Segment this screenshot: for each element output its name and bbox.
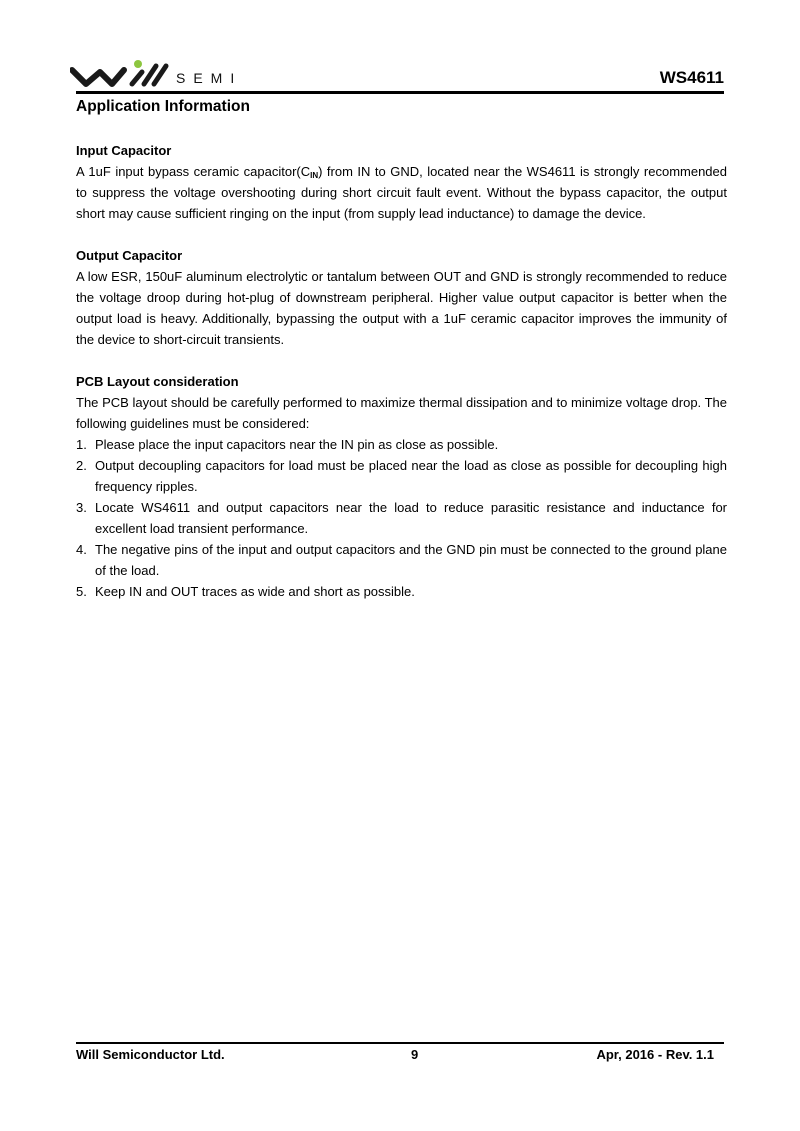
logo-dot (134, 60, 142, 68)
section-title: Output Capacitor (76, 248, 183, 263)
list-item (76, 539, 727, 581)
section-title: PCB Layout consideration (76, 374, 239, 389)
logo-text: SEMI (176, 70, 243, 86)
section-paragraph: A low ESR, 150uF aluminum electrolytic or tantalum between OUT and GND is strongly recommended to reduce the voltage droop during hot-plug of downstream peripheral. Higher value output capacitor is better when the output load is heavy. Additionally, bypassing the output with a 1uF ceramic capacitor improves the immunity of the device to short-circuit transients. (76, 269, 727, 347)
list-item-number: 2. (76, 458, 87, 473)
section-pcb-layout (76, 371, 727, 602)
document-id: WS4611 (659, 68, 724, 87)
list-item-number: 5. (76, 584, 87, 599)
page-number: 9 (411, 1047, 419, 1062)
list-item (76, 497, 727, 539)
paragraph-text-end: ) from IN to GND, located near the WS4611 is strongly recommended to suppress the voltage overshooting during short circuit fault event. Without the bypass capacitor, the output short may cause sufficient ringing on the input (from supply lead inductance) to damage the device. (76, 164, 727, 221)
section-input-capacitor (76, 140, 727, 224)
paragraph-text-start: A 1uF input bypass ceramic capacitor(C (76, 164, 311, 179)
page-content (76, 140, 727, 623)
footer-company: Will Semiconductor Ltd. (76, 1047, 225, 1062)
list-item-number: 1. (76, 437, 87, 452)
list-item (76, 455, 727, 497)
section-paragraph: The PCB layout should be carefully performed to maximize thermal dissipation and to minimize voltage drop. The following guidelines must be considered: (76, 395, 727, 431)
footer-divider (76, 1042, 724, 1044)
list-item-number: 4. (76, 542, 87, 557)
page-footer (76, 1047, 714, 1067)
header-divider (76, 91, 724, 94)
list-item-text: The negative pins of the input and output capacitors and the GND pin must be connected to the ground plane of the load. (95, 542, 727, 578)
logo-w-shape (72, 70, 124, 84)
section-title: Input Capacitor (76, 143, 172, 158)
section-paragraph (76, 161, 727, 224)
logo-i-stroke-1 (132, 72, 142, 84)
section-output-capacitor (76, 245, 727, 350)
list-item-number: 3. (76, 500, 87, 515)
list-item-text: Output decoupling capacitors for load must be placed near the load as close as possible for decoupling high frequency ripples. (95, 458, 727, 494)
list-item-text: Please place the input capacitors near the IN pin as close as possible. (95, 437, 499, 452)
list-item-text: Locate WS4611 and output capacitors near the load to reduce parasitic resistance and inductance for excellent load transient performance. (95, 500, 727, 536)
page-header (70, 58, 724, 94)
list-item (76, 581, 727, 602)
list-item-text: Keep IN and OUT traces as wide and short as possible. (95, 584, 415, 599)
page-title: Application Information (76, 98, 250, 115)
guidelines-list (76, 434, 727, 602)
list-item (76, 434, 727, 455)
company-logo-icon (70, 58, 170, 90)
footer-revision: Apr, 2016 - Rev. 1.1 (596, 1047, 714, 1062)
subscript-in: IN (310, 171, 319, 180)
